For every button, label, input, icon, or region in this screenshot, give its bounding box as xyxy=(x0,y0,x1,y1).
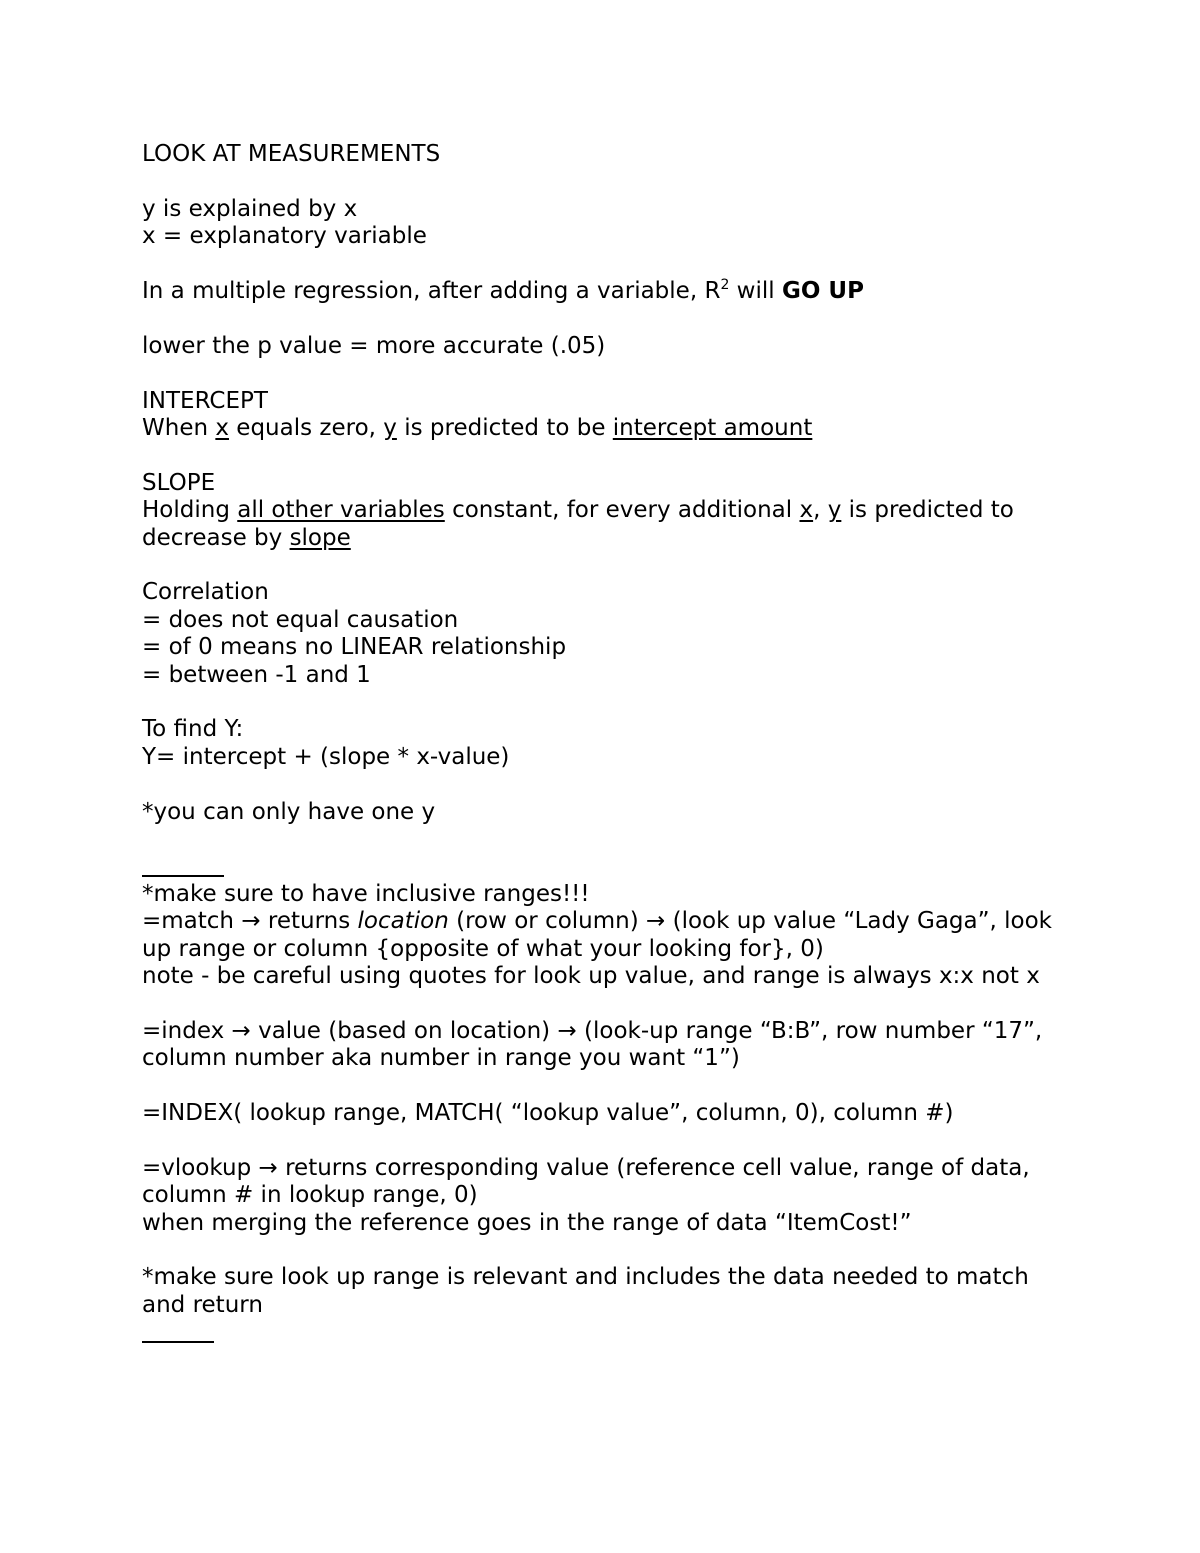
go-up-emphasis: GO UP xyxy=(781,278,864,304)
inclusive-ranges-note: *make sure to have inclusive ranges!!! xyxy=(142,880,590,907)
blank-line xyxy=(142,360,1062,387)
blank-line xyxy=(142,168,1062,195)
blank-line xyxy=(142,689,1062,716)
blank-line xyxy=(142,1237,1062,1264)
separator-rule xyxy=(142,853,1062,880)
blank-line xyxy=(142,442,1062,469)
doc-title: LOOK AT MEASUREMENTS xyxy=(142,141,441,167)
x-definition-line: x = explanatory variable xyxy=(142,223,427,250)
slope-definition: Holding all other variables constant, for every additional x, y is predicted to decrease by slope xyxy=(142,497,1014,551)
blank-line xyxy=(142,771,1062,798)
multiple-regression-line: In a multiple regression, after adding a variable, $R^2$ will GO UP xyxy=(142,277,864,304)
vlookup-definition: =vlookup → returns corresponding value (reference cell value, range of data, column # in lookup range, 0) xyxy=(142,1154,1030,1209)
index-definition: =index → value (based on location) → (look-up range “B:B”, row number “17”, column number aka number in range you want “1”) xyxy=(142,1017,1043,1072)
y-explained-line: y is explained by x xyxy=(142,195,358,222)
one-y-note: *you can only have one y xyxy=(142,798,436,825)
merging-note: when merging the reference goes in the range of data “ItemCost!” xyxy=(142,1209,912,1236)
correlation-heading: Correlation xyxy=(142,579,269,606)
intercept-definition: When x equals zero, y is predicted to be intercept amount xyxy=(142,415,813,441)
blank-line xyxy=(142,251,1062,278)
match-definition: =match → returns location (row or column) → (look up value “Lady Gaga”, look up range or column {opposite of what your looking for}, 0) xyxy=(142,908,1052,962)
slope-heading: SLOPE xyxy=(142,469,216,496)
blank-line xyxy=(142,552,1062,579)
blank-line xyxy=(142,1073,1062,1100)
blank-line xyxy=(142,305,1062,332)
p-value-line: lower the p value = more accurate (.05) xyxy=(142,332,606,359)
find-y-formula: Y= intercept + (slope * x-value) xyxy=(142,743,510,770)
blank-line xyxy=(142,1127,1062,1154)
separator-rule xyxy=(142,1319,1062,1346)
correlation-line: = between -1 and 1 xyxy=(142,661,371,688)
intercept-heading: INTERCEPT xyxy=(142,387,268,414)
correlation-line: = of 0 means no LINEAR relationship xyxy=(142,634,567,661)
index-match-formula: =INDEX( lookup range, MATCH( “lookup value”, column, 0), column #) xyxy=(142,1100,954,1127)
correlation-line: = does not equal causation xyxy=(142,606,459,633)
quotes-note: note - be careful using quotes for look up value, and range is always x:x not x xyxy=(142,963,1040,990)
relevant-range-note: *make sure look up range is relevant and includes the data needed to match and return xyxy=(142,1264,1029,1318)
blank-line xyxy=(142,826,1062,853)
document-body xyxy=(142,141,1062,1347)
find-y-heading: To find Y: xyxy=(142,716,244,743)
blank-line xyxy=(142,990,1062,1017)
